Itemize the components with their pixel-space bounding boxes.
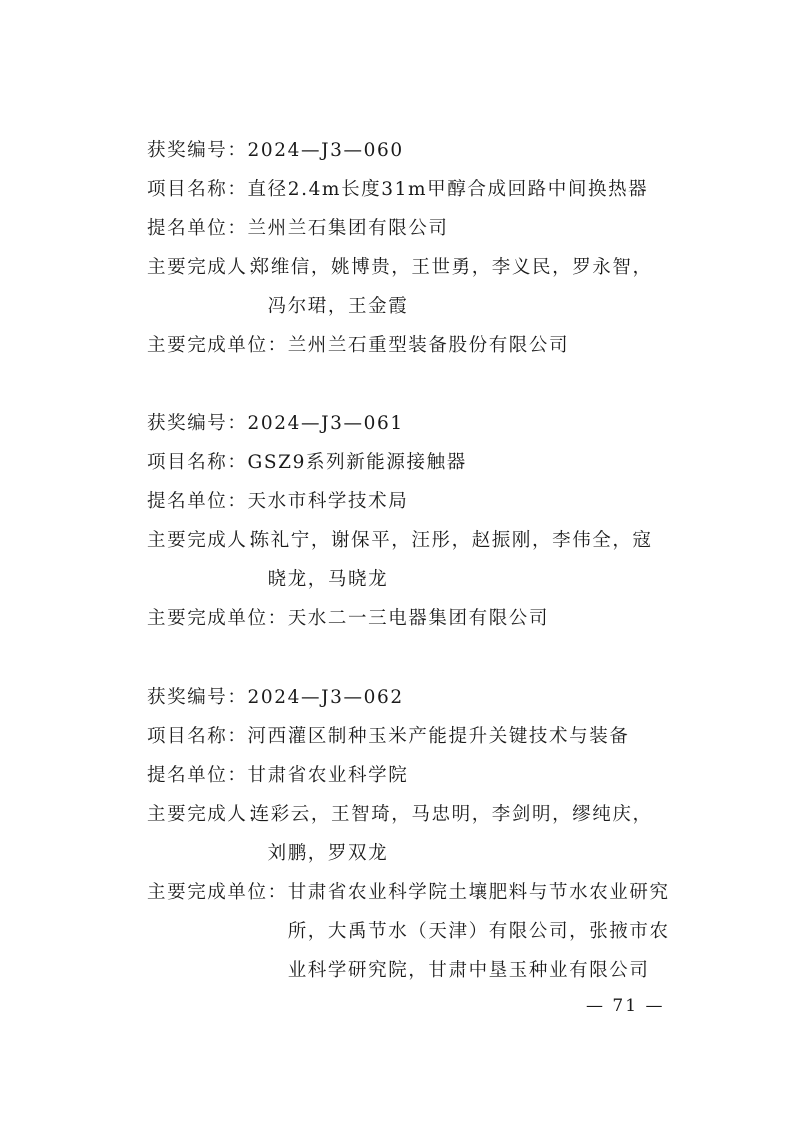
award-number-value: 2024—J3—062	[247, 687, 404, 708]
units-block	[147, 873, 707, 990]
award-number-line	[147, 678, 707, 717]
persons-value-line: 陈礼宁，谢保平，汪彤，赵振刚，李伟全，寇	[250, 530, 653, 551]
persons-label: 主要完成人：	[147, 804, 268, 825]
project-name-value: GSZ9系列新能源接触器	[247, 452, 467, 473]
award-number-label: 获奖编号：	[147, 687, 248, 708]
units-block	[147, 326, 707, 365]
persons-value-line: 刘鹏，罗双龙	[267, 843, 389, 864]
persons-value-line: 郑维信，姚博贵，王世勇，李义民，罗永智，	[250, 257, 653, 278]
project-name-label: 项目名称：	[147, 726, 248, 747]
persons-block	[147, 521, 707, 599]
persons-value-line: 晓龙，马晓龙	[267, 569, 389, 590]
units-value-line: 所，大禹节水（天津）有限公司，张掖市农	[287, 921, 670, 942]
nominator-label: 提名单位：	[147, 218, 248, 239]
award-entry-062	[147, 678, 707, 990]
project-name-label: 项目名称：	[147, 179, 248, 200]
page-number: — 71 —	[586, 996, 665, 1016]
project-name-value: 河西灌区制种玉米产能提升关键技术与装备	[247, 726, 630, 747]
persons-value-line: 冯尔珺，王金霞	[267, 296, 409, 317]
nominator-label: 提名单位：	[147, 491, 248, 512]
nominator-line	[147, 756, 707, 795]
nominator-value: 兰州兰石集团有限公司	[247, 218, 449, 239]
persons-label: 主要完成人：	[147, 257, 268, 278]
nominator-line	[147, 209, 707, 248]
award-number-line	[147, 404, 707, 443]
units-value-line: 业科学研究院，甘肃中垦玉种业有限公司	[287, 960, 650, 981]
award-number-label: 获奖编号：	[147, 413, 248, 434]
project-name-line	[147, 170, 707, 209]
persons-value-line: 连彩云，王智琦，马忠明，李剑明，缪纯庆，	[250, 804, 653, 825]
award-entry-060	[147, 131, 707, 365]
persons-block	[147, 795, 707, 873]
award-number-value: 2024—J3—061	[247, 413, 404, 434]
units-block	[147, 599, 707, 638]
units-label: 主要完成单位：	[147, 608, 288, 629]
nominator-value: 甘肃省农业科学院	[247, 765, 409, 786]
nominator-line	[147, 482, 707, 521]
units-label: 主要完成单位：	[147, 335, 288, 356]
project-name-value: 直径2.4m长度31m甲醇合成回路中间换热器	[247, 179, 649, 200]
award-number-label: 获奖编号：	[147, 140, 248, 161]
nominator-value: 天水市科学技术局	[247, 491, 409, 512]
award-entry-061	[147, 404, 707, 638]
project-name-line	[147, 717, 707, 756]
units-value-line: 兰州兰石重型装备股份有限公司	[287, 335, 570, 356]
project-name-label: 项目名称：	[147, 452, 248, 473]
award-number-line	[147, 131, 707, 170]
nominator-label: 提名单位：	[147, 765, 248, 786]
units-value-line: 甘肃省农业科学院土壤肥料与节水农业研究	[287, 882, 670, 903]
award-number-value: 2024—J3—060	[247, 140, 404, 161]
project-name-line	[147, 443, 707, 482]
units-label: 主要完成单位：	[147, 882, 288, 903]
persons-block	[147, 248, 707, 326]
persons-label: 主要完成人：	[147, 530, 268, 551]
units-value-line: 天水二一三电器集团有限公司	[287, 608, 550, 629]
